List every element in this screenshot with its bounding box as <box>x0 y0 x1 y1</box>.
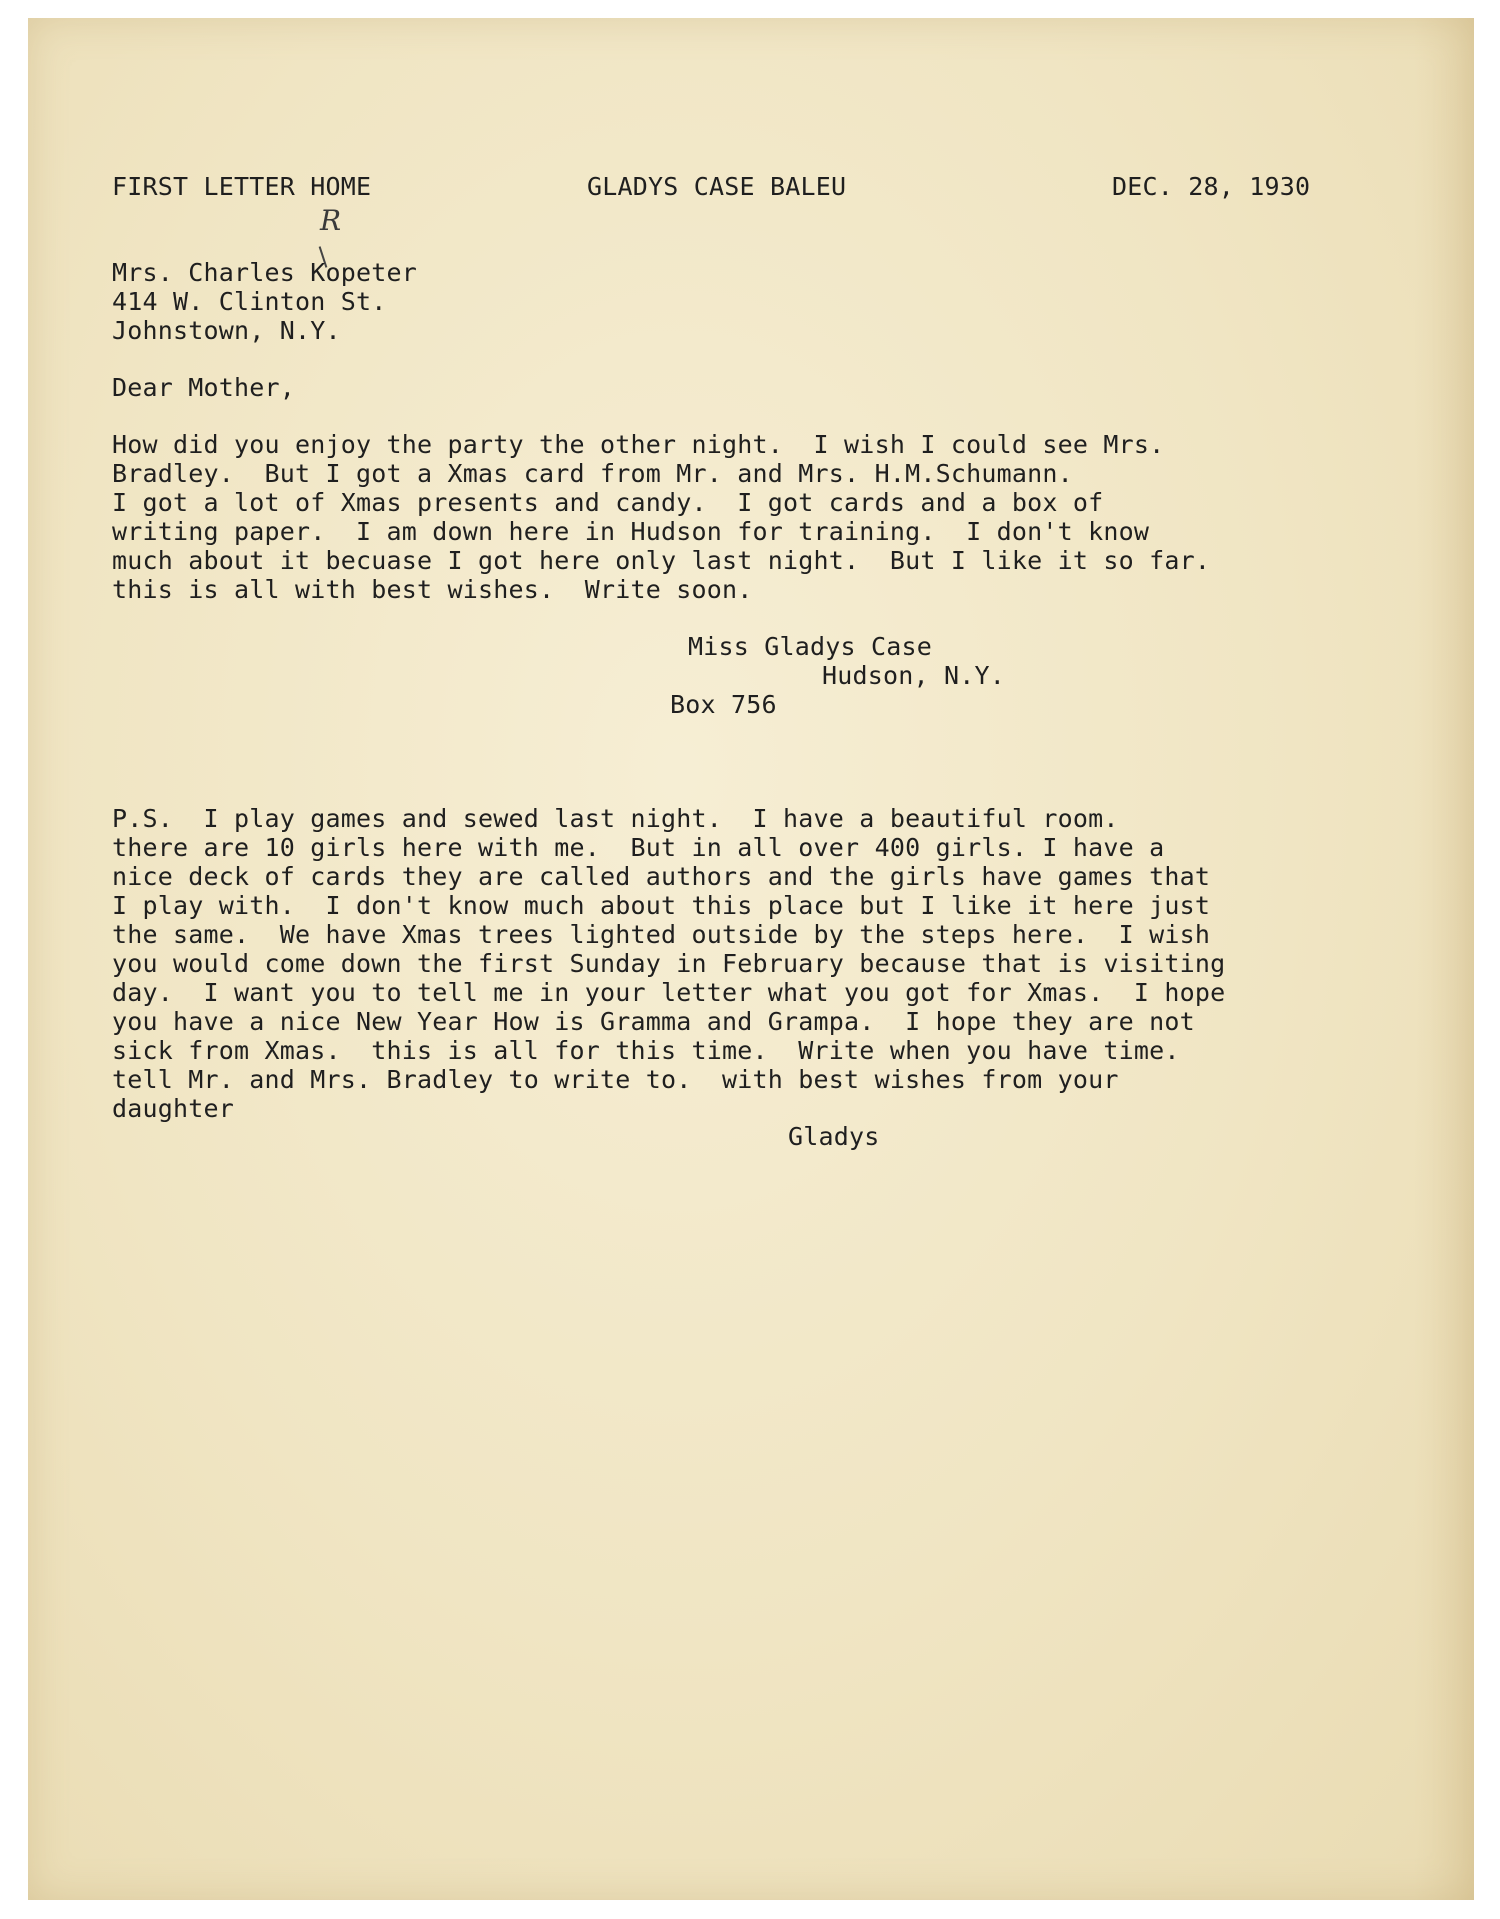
postscript-line: nice deck of cards they are called authors and the girls have games that <box>112 862 1211 891</box>
address-line-1: Mrs. Charles Kopeter <box>112 258 418 287</box>
postscript-line: I play with. I don't know much about this place but I like it here just <box>112 891 1211 920</box>
header-center: GLADYS CASE BALEU <box>587 172 847 201</box>
return-address-line-1: Miss Gladys Case <box>688 632 933 661</box>
postscript-line: there are 10 girls here with me. But in all over 400 girls. I have a <box>112 833 1165 862</box>
postscript-line: tell Mr. and Mrs. Bradley to write to. with best wishes from your <box>112 1065 1119 1094</box>
salutation: Dear Mother, <box>112 373 296 402</box>
header-left: FIRST LETTER HOME <box>112 172 372 201</box>
body-line: How did you enjoy the party the other night. I wish I could see Mrs. <box>112 430 1165 459</box>
return-address-line-2: Hudson, N.Y. <box>822 661 1006 690</box>
body-line: much about it becuase I got here only last night. But I like it so far. <box>112 546 1211 575</box>
body-line: this is all with best wishes. Write soon. <box>112 575 753 604</box>
postscript-line: daughter <box>112 1094 235 1123</box>
postscript-line: P.S. I play games and sewed last night. I have a beautiful room. <box>112 804 1119 833</box>
body-line: writing paper. I am down here in Hudson for training. I don't know <box>112 517 1150 546</box>
signature: Gladys <box>788 1122 880 1151</box>
address-line-3: Johnstown, N.Y. <box>112 316 341 345</box>
body-line: Bradley. But I got a Xmas card from Mr. and Mrs. H.M.Schumann. <box>112 459 1073 488</box>
return-address-line-3: Box 756 <box>670 690 777 719</box>
postscript-line: sick from Xmas. this is all for this time. Write when you have time. <box>112 1036 1180 1065</box>
header-date: DEC. 28, 1930 <box>1112 172 1311 201</box>
address-line-2: 414 W. Clinton St. <box>112 287 387 316</box>
postscript-line: day. I want you to tell me in your letter what you got for Xmas. I hope <box>112 978 1226 1007</box>
postscript-line: the same. We have Xmas trees lighted outside by the steps here. I wish <box>112 920 1211 949</box>
handwritten-correction: R <box>320 204 342 237</box>
body-line: I got a lot of Xmas presents and candy. I got cards and a box of <box>112 488 1104 517</box>
postscript-line: you would come down the first Sunday in February because that is visiting <box>112 949 1226 978</box>
postscript-line: you have a nice New Year How is Gramma and Grampa. I hope they are not <box>112 1007 1195 1036</box>
